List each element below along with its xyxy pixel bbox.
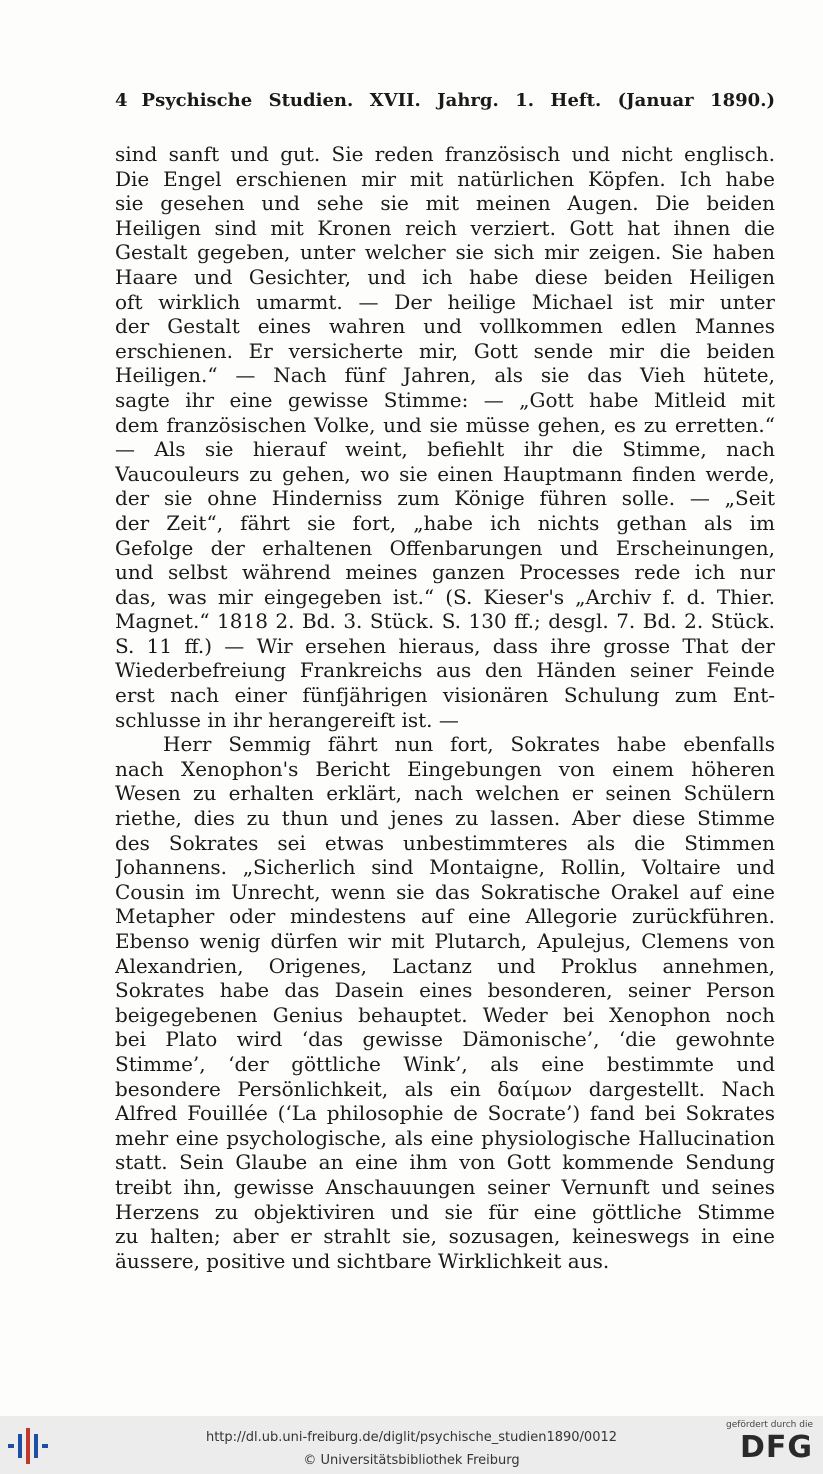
- text-line: riethe, dies zu thun und jenes zu lassen. Aber diese Stimme: [115, 806, 775, 831]
- text-line: mehr eine psychologische, als eine physiologische Hallucination: [115, 1125, 775, 1150]
- text-line: schlusse in ihr herangereift ist. —: [115, 707, 459, 732]
- text-line: sind sanft und gut. Sie reden französisch und nicht englisch.: [115, 142, 775, 166]
- text-line: Gefolge der erhaltenen Offenbarungen und Erscheinungen,: [115, 535, 775, 560]
- text-line: besondere Persönlichkeit, als ein δαίμων dargestellt. Nach: [115, 1076, 775, 1101]
- running-title: Psychische Studien. XVII. Jahrg. 1. Heft. (Januar 1890.): [141, 90, 775, 111]
- text-line: Herzens zu objektiviren und sie für eine göttliche Stimme: [115, 1199, 775, 1224]
- copyright-notice: © Universitätsbibliothek Freiburg: [303, 1453, 520, 1468]
- text-line: erst nach einer fünfjährigen visionären Schulung zum Ent-: [115, 683, 775, 708]
- text-line: bei Plato wird ‘das gewisse Dämonische’, ‘die gewohnte: [115, 1027, 775, 1052]
- dfg-logo-text: DFG: [739, 1430, 813, 1465]
- source-url[interactable]: http://dl.ub.uni-freiburg.de/diglit/psychische_studien1890/0012: [205, 1430, 618, 1445]
- text-line: erschienen. Er versicherte mir, Gott sende mir die beiden: [115, 338, 775, 363]
- text-line: der sie ohne Hinderniss zum Könige führen solle. — „Seit: [115, 486, 775, 511]
- text-line: Cousin im Unrecht, wenn sie das Sokratische Orakel auf eine: [115, 879, 775, 904]
- text-line: beigegebenen Genius behauptet. Weder bei Xenophon noch: [115, 1002, 775, 1027]
- text-line: Metapher oder mindestens auf eine Allegorie zurückführen.: [115, 904, 775, 929]
- footer-bar: [0, 1416, 823, 1474]
- dfg-caption: gefördert durch die: [726, 1420, 813, 1430]
- running-header: [115, 90, 775, 111]
- text-line: Ebenso wenig dürfen wir mit Plutarch, Apulejus, Clemens von: [115, 929, 775, 953]
- text-line: S. 11 ff.) — Wir ersehen hieraus, dass ihre grosse That der: [115, 633, 775, 658]
- text-line: Heiligen.“ — Nach fünf Jahren, als sie das Vieh hütete,: [115, 363, 775, 388]
- text-line: äussere, positive und sichtbare Wirklichkeit aus.: [115, 1248, 610, 1273]
- text-line: Stimme’, ‘der göttliche Wink’, als eine bestimmte und: [115, 1051, 775, 1076]
- text-line: Alfred Fouillée (‘La philosophie de Socrate’) fand bei Sokrates: [115, 1101, 775, 1126]
- page-number: 4: [115, 90, 128, 111]
- text-line: Sokrates habe das Dasein eines besonderen, seiner Person: [115, 978, 775, 1003]
- text-line: Gestalt gegeben, unter welcher sie sich mir zeigen. Sie haben: [115, 240, 775, 265]
- text-line: das, was mir eingegeben ist.“ (S. Kieser's „Archiv f. d. Thier.: [115, 584, 775, 609]
- text-line: zu halten; aber er strahlt sie, sozusagen, keineswegs in eine: [115, 1224, 775, 1249]
- text-line: der Zeit“, fährt sie fort, „habe ich nichts gethan als im: [115, 510, 775, 535]
- text-line: Wesen zu erhalten erklärt, nach welchen er seinen Schülern: [115, 781, 775, 806]
- text-line: Magnet.“ 1818 2. Bd. 3. Stück. S. 130 ff.; desgl. 7. Bd. 2. Stück.: [115, 609, 775, 634]
- text-line: nach Xenophon's Bericht Eingebungen von einem höheren: [115, 756, 775, 781]
- text-line: sagte ihr eine gewisse Stimme: — „Gott habe Mitleid mit: [115, 387, 775, 412]
- text-line: des Sokrates sei etwas unbestimmteres als die Stimmen: [115, 830, 775, 855]
- text-line: Haare und Gesichter, und ich habe diese beiden Heiligen: [115, 264, 775, 289]
- text-line: Wiederbefreiung Frankreichs aus den Händen seiner Feinde: [115, 658, 775, 683]
- body-text: [115, 142, 775, 1273]
- text-line: Heiligen sind mit Kronen reich verziert. Gott hat ihnen die: [115, 215, 775, 240]
- text-line: Johannens. „Sicherlich sind Montaigne, Rollin, Voltaire und: [115, 855, 775, 880]
- text-line: dem französischen Volke, und sie müsse gehen, es zu erretten.“: [115, 412, 775, 437]
- text-line: Alexandrien, Origenes, Lactanz und Proklus annehmen,: [115, 953, 775, 978]
- text-line: und selbst während meines ganzen Processes rede ich nur: [115, 560, 775, 585]
- text-line: Die Engel erschienen mir mit natürlichen Köpfen. Ich habe: [115, 166, 775, 191]
- dfg-logo: [721, 1420, 813, 1472]
- text-line: statt. Sein Glaube an eine ihm von Gott kommende Sendung: [115, 1150, 775, 1175]
- text-line: — Als sie hierauf weint, befiehlt ihr die Stimme, nach: [115, 437, 775, 462]
- text-line: Herr Semmig fährt nun fort, Sokrates habe ebenfalls: [163, 732, 775, 757]
- text-line: oft wirklich umarmt. — Der heilige Michael ist mir unter: [115, 289, 775, 314]
- text-line: sie gesehen und sehe sie mit meinen Augen. Die beiden: [115, 191, 775, 216]
- text-line: der Gestalt eines wahren und vollkommen edlen Mannes: [115, 314, 775, 339]
- text-line: Vaucouleurs zu gehen, wo sie einen Hauptmann finden werde,: [115, 461, 775, 486]
- text-line: treibt ihn, gewisse Anschauungen seiner Vernunft und seines: [115, 1174, 775, 1199]
